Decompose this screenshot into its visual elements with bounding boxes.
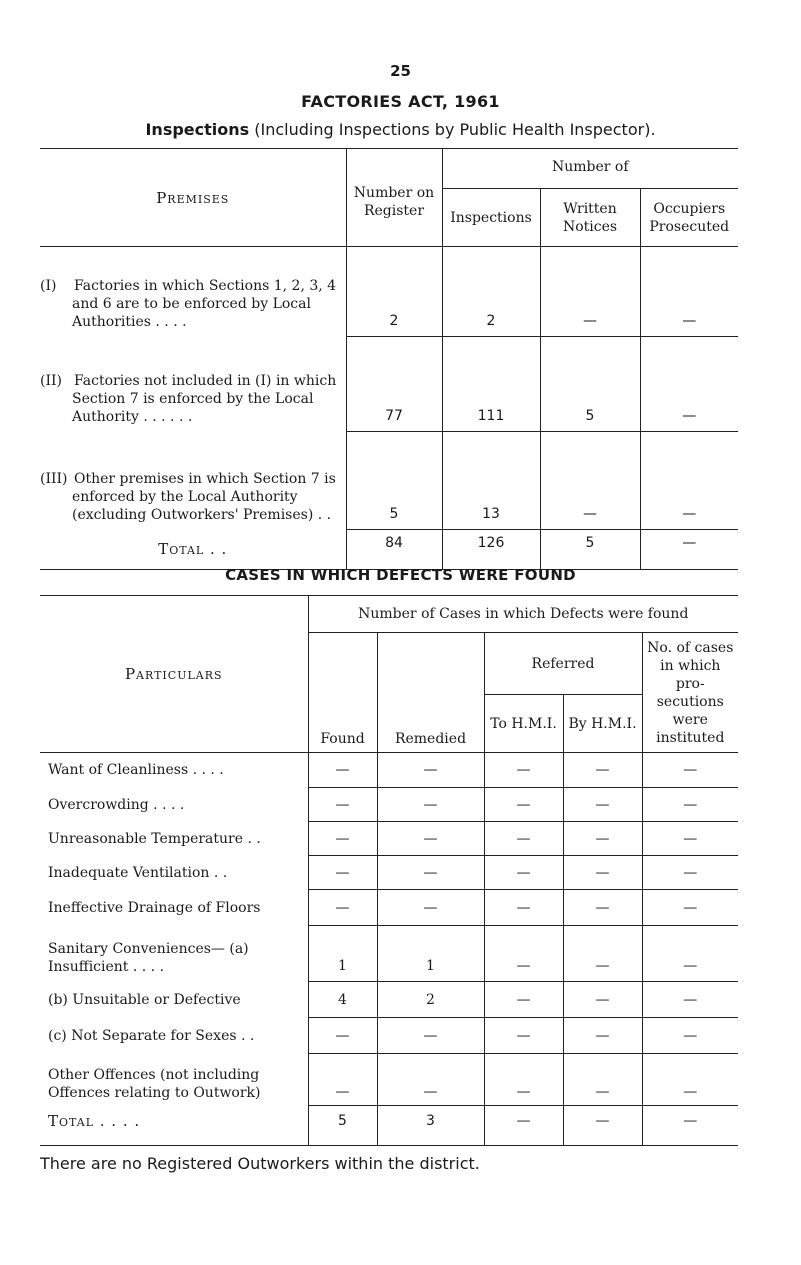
table-row xyxy=(40,337,738,432)
found-value: 4 xyxy=(308,982,377,1018)
remedied-value: 2 xyxy=(377,982,484,1018)
total-row xyxy=(40,530,738,570)
by-hmi-value: — xyxy=(563,1054,642,1106)
written-notices-header: Written Notices xyxy=(540,189,640,247)
particular-label: (c) Not Separate for Sexes . . xyxy=(48,1027,255,1044)
subtitle-rest: (Including Inspections by Public Health Inspector). xyxy=(249,120,656,139)
particular-label: (b) Unsuitable or Defective xyxy=(48,991,241,1008)
total-row xyxy=(40,1106,738,1146)
total-found: 5 xyxy=(308,1106,377,1146)
number-of-header: Number of xyxy=(442,149,738,189)
total-notices: 5 xyxy=(540,530,640,570)
found-value: 1 xyxy=(308,926,377,982)
prosecutions-value: — xyxy=(642,788,738,822)
notices-value: — xyxy=(540,432,640,530)
row-number: (II) xyxy=(40,372,62,389)
by-hmi-value: — xyxy=(563,788,642,822)
by-hmi-value: — xyxy=(563,1018,642,1054)
to-hmi-value: — xyxy=(484,1018,563,1054)
found-value: — xyxy=(308,788,377,822)
prosecutions-value: — xyxy=(642,856,738,890)
remedied-value: — xyxy=(377,753,484,788)
prosecutions-value: — xyxy=(642,890,738,926)
prosecuted-value: — xyxy=(640,247,738,337)
remedied-value: 1 xyxy=(377,926,484,982)
by-hmi-value: — xyxy=(563,982,642,1018)
total-remedied: 3 xyxy=(377,1106,484,1146)
particulars-header: Particulars xyxy=(40,596,308,753)
by-hmi-header: By H.M.I. xyxy=(563,695,642,753)
found-value: — xyxy=(308,822,377,856)
by-hmi-value: — xyxy=(563,753,642,788)
particular-label: Inadequate Ventilation . . xyxy=(48,864,228,881)
inspections-header: Inspections xyxy=(442,189,540,247)
found-value: — xyxy=(308,856,377,890)
remedied-value: — xyxy=(377,856,484,890)
prosecutions-value: — xyxy=(642,1054,738,1106)
inspections-value: 111 xyxy=(442,337,540,432)
total-prosecutions: — xyxy=(642,1106,738,1146)
occupiers-prosecuted-header: Occupiers Prosecuted xyxy=(640,189,738,247)
row-desc xyxy=(40,247,346,337)
remedied-header: Remedied xyxy=(377,633,484,753)
to-hmi-header: To H.M.I. xyxy=(484,695,563,753)
table-row xyxy=(40,753,738,788)
to-hmi-value: — xyxy=(484,856,563,890)
to-hmi-value: — xyxy=(484,822,563,856)
table-row xyxy=(40,822,738,856)
notices-value: 5 xyxy=(540,337,640,432)
total-inspections: 126 xyxy=(442,530,540,570)
to-hmi-value: — xyxy=(484,753,563,788)
number-on-register-header: Number on Register xyxy=(346,149,442,247)
inspections-value: 13 xyxy=(442,432,540,530)
inspections-value: 2 xyxy=(442,247,540,337)
register-value: 2 xyxy=(346,247,442,337)
table-row xyxy=(40,982,738,1018)
by-hmi-value: — xyxy=(563,856,642,890)
table-row xyxy=(40,890,738,926)
prosecutions-value: — xyxy=(642,1018,738,1054)
to-hmi-value: — xyxy=(484,890,563,926)
table-row xyxy=(40,788,738,822)
found-value: — xyxy=(308,1018,377,1054)
total-by-hmi: — xyxy=(563,1106,642,1146)
prosecutions-value: — xyxy=(642,982,738,1018)
remedied-value: — xyxy=(377,822,484,856)
notices-value: — xyxy=(540,247,640,337)
found-header: Found xyxy=(308,633,377,753)
table-row xyxy=(40,856,738,890)
prosecuted-value: — xyxy=(640,337,738,432)
total-label: Total . . . . xyxy=(48,1111,141,1130)
particular-label: Unreasonable Temperature . . xyxy=(48,830,261,847)
prosecuted-value: — xyxy=(640,432,738,530)
number-of-cases-header: Number of Cases in which Defects were found xyxy=(308,596,738,633)
particular-label: Sanitary Conveniences— (a) Insufficient . . . . xyxy=(48,940,249,975)
table-row xyxy=(40,926,738,982)
remedied-value: — xyxy=(377,1054,484,1106)
prosecutions-header: No. of cases in which pro-secutions were instituted xyxy=(642,633,738,753)
by-hmi-value: — xyxy=(563,822,642,856)
to-hmi-value: — xyxy=(484,926,563,982)
by-hmi-value: — xyxy=(563,926,642,982)
remedied-value: — xyxy=(377,788,484,822)
total-register: 84 xyxy=(346,530,442,570)
total-label: Total . . xyxy=(158,540,228,559)
row-number: (III) xyxy=(40,470,68,487)
total-prosecuted: — xyxy=(640,530,738,570)
row-description: Factories in which Sections 1, 2, 3, 4 and 6 are to be enforced by Local Authorities . . . . xyxy=(72,277,337,330)
prosecutions-value: — xyxy=(642,822,738,856)
to-hmi-value: — xyxy=(484,982,563,1018)
prosecutions-value: — xyxy=(642,926,738,982)
register-value: 5 xyxy=(346,432,442,530)
remedied-value: — xyxy=(377,890,484,926)
to-hmi-value: — xyxy=(484,1054,563,1106)
particular-label: Other Offences (not including Offences relating to Outwork) xyxy=(48,1066,261,1101)
referred-header: Referred xyxy=(484,633,642,695)
found-value: — xyxy=(308,890,377,926)
row-number: (I) xyxy=(40,277,57,294)
found-value: — xyxy=(308,753,377,788)
to-hmi-value: — xyxy=(484,788,563,822)
found-value: — xyxy=(308,1054,377,1106)
table-row xyxy=(40,432,738,530)
table-row xyxy=(40,1018,738,1054)
inspections-table xyxy=(40,148,738,570)
row-desc xyxy=(40,337,346,432)
remedied-value: — xyxy=(377,1018,484,1054)
particular-label: Want of Cleanliness . . . . xyxy=(48,762,224,779)
page-number: 25 xyxy=(390,62,411,80)
page-title: FACTORIES ACT, 1961 xyxy=(301,92,500,111)
table-row xyxy=(40,1054,738,1106)
table-row xyxy=(40,247,738,337)
row-desc xyxy=(40,432,346,530)
row-description: Other premises in which Section 7 is enforced by the Local Authority (excluding Outworkers' Premises) . . xyxy=(72,470,336,523)
page-subtitle xyxy=(0,120,801,139)
total-to-hmi: — xyxy=(484,1106,563,1146)
row-description: Factories not included in (I) in which Section 7 is enforced by the Local Authority . . . . . . xyxy=(72,372,337,425)
defects-table xyxy=(40,595,738,1146)
footer-note: There are no Registered Outworkers within the district. xyxy=(40,1154,480,1173)
subtitle-bold: Inspections xyxy=(145,120,250,139)
premises-header: Premises xyxy=(40,149,346,247)
prosecutions-value: — xyxy=(642,753,738,788)
defects-title: CASES IN WHICH DEFECTS WERE FOUND xyxy=(225,566,576,584)
register-value: 77 xyxy=(346,337,442,432)
particular-label: Ineffective Drainage of Floors xyxy=(48,899,261,916)
by-hmi-value: — xyxy=(563,890,642,926)
particular-label: Overcrowding . . . . xyxy=(48,796,185,813)
